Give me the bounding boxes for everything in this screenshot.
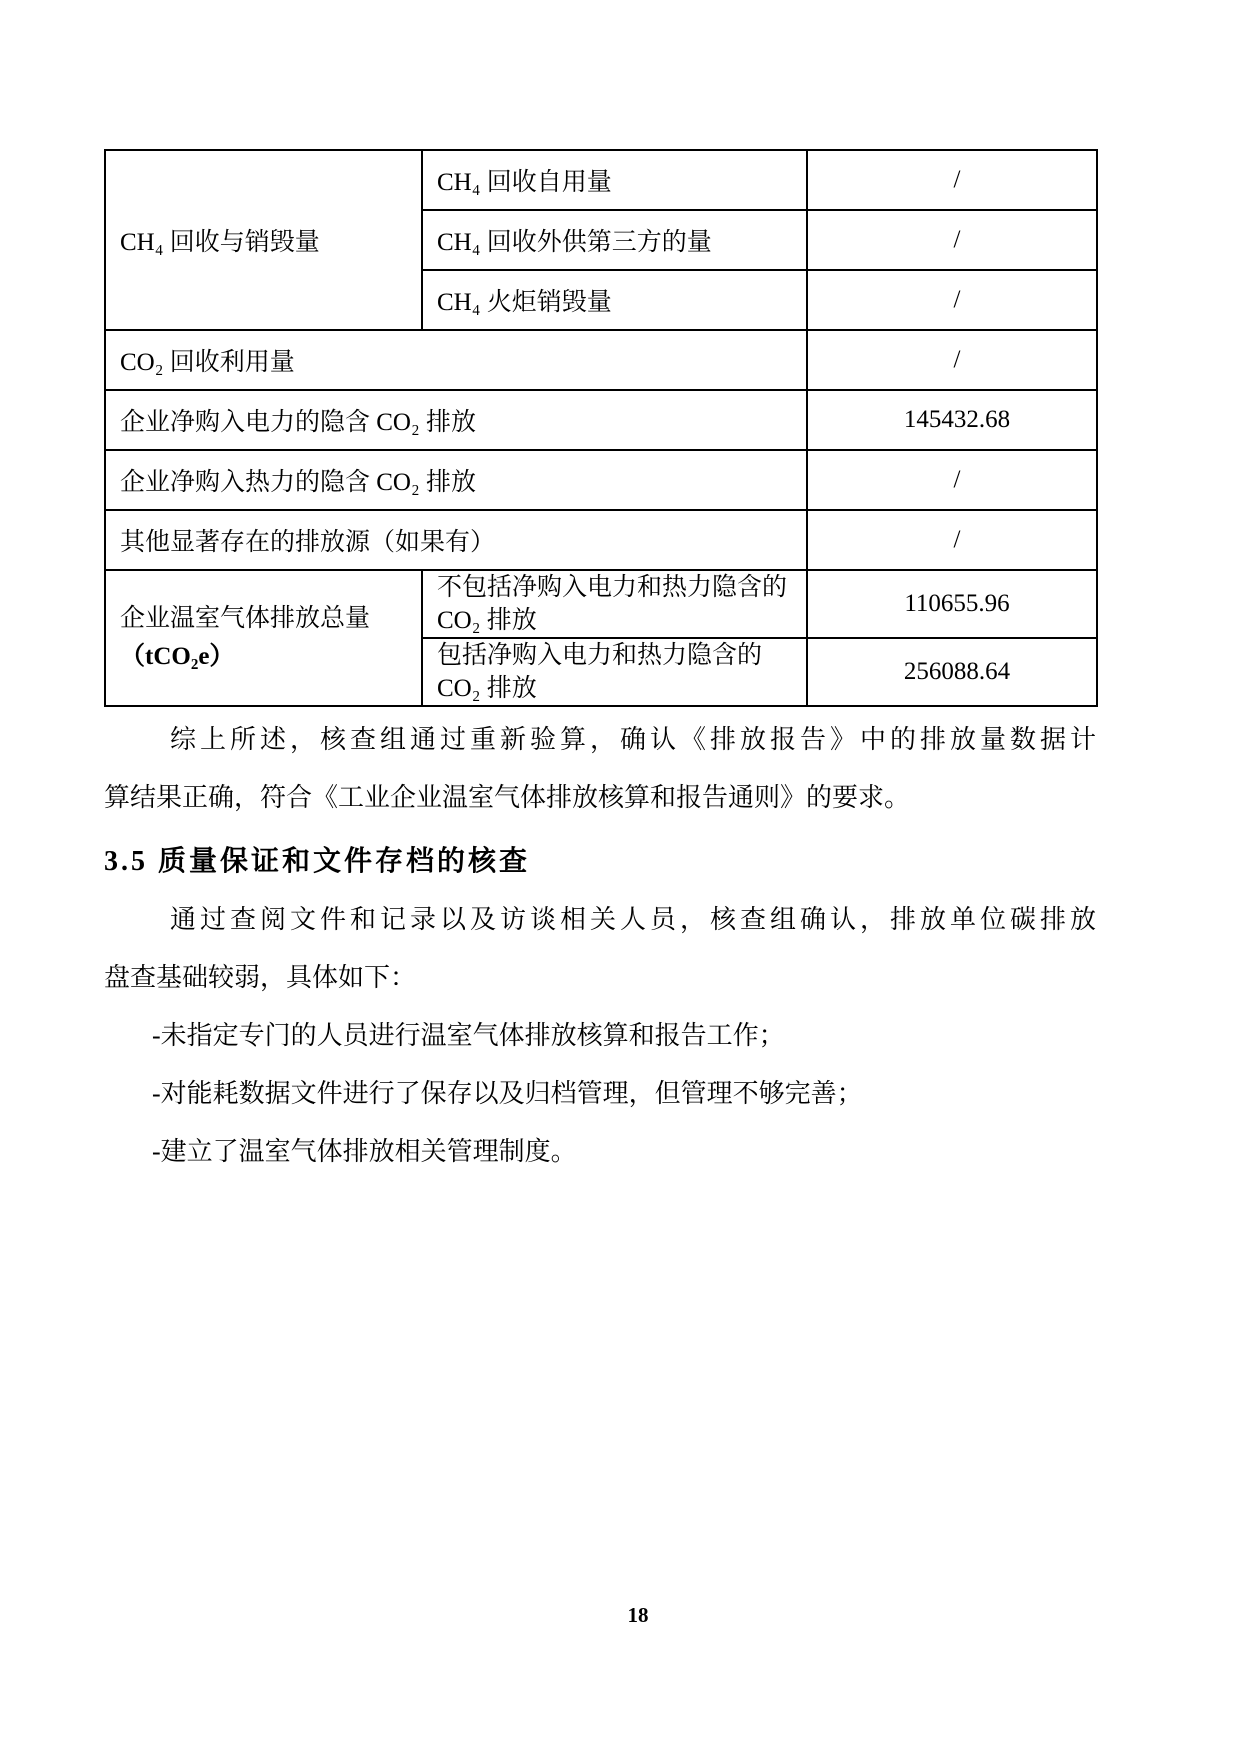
table-row <box>105 510 1097 570</box>
row-value: 256088.64 <box>807 638 1097 706</box>
row-label: CO₂ 回收利用量 <box>105 330 807 390</box>
row-label-line2: CO₂ 排放 <box>437 675 537 702</box>
table-row <box>105 150 1097 210</box>
row-label-line2: CO₂ 排放 <box>437 607 537 634</box>
row-value: / <box>807 330 1097 390</box>
row-value: / <box>807 450 1097 510</box>
paragraph-line: 通过查阅文件和记录以及访谈相关人员，核查组确认，排放单位碳排放 <box>170 905 1101 934</box>
paragraph-line: 算结果正确，符合《工业企业温室气体排放核算和报告通则》的要求。 <box>104 783 911 812</box>
table-row <box>105 390 1097 450</box>
row-label: CH₄ 回收外供第三方的量 <box>422 210 807 270</box>
row-label-line1: 不包括净购入电力和热力隐含的 <box>437 574 788 601</box>
findings-list <box>104 1007 1114 1181</box>
row-label: CH₄ 火炬销毁量 <box>422 270 807 330</box>
bullet-item: -未指定专门的人员进行温室气体排放核算和报告工作； <box>152 1021 785 1050</box>
row-group-label-ch4: CH₄ 回收与销毁量 <box>105 150 422 330</box>
row-label: 企业净购入电力的隐含 CO₂ 排放 <box>105 390 807 450</box>
section-heading: 3.5 质量保证和文件存档的核查 <box>104 846 531 877</box>
table-row <box>105 570 1097 638</box>
row-label: CH₄ 回收自用量 <box>422 150 807 210</box>
paragraph-line: 综上所述，核查组通过重新验算，确认《排放报告》中的排放量数据计 <box>170 725 1101 754</box>
row-value: / <box>807 150 1097 210</box>
row-value: 110655.96 <box>807 570 1097 638</box>
row-label <box>422 638 807 706</box>
row-label: 其他显著存在的排放源（如果有） <box>105 510 807 570</box>
bullet-item: -建立了温室气体排放相关管理制度。 <box>152 1137 577 1166</box>
total-label-line1: 企业温室气体排放总量 <box>120 605 371 632</box>
total-label-line2: （tCO₂e） <box>120 643 235 670</box>
summary-paragraph <box>104 711 1114 827</box>
bullet-item: -对能耗数据文件进行了保存以及归档管理，但管理不够完善； <box>152 1079 863 1108</box>
table-row <box>105 450 1097 510</box>
row-label: 企业净购入热力的隐含 CO₂ 排放 <box>105 450 807 510</box>
row-label-line1: 包括净购入电力和热力隐含的 <box>437 642 763 669</box>
page-content <box>104 149 1114 1181</box>
row-value: 145432.68 <box>807 390 1097 450</box>
page-number: 18 <box>627 1603 649 1627</box>
paragraph-line: 盘查基础较弱，具体如下： <box>104 963 417 992</box>
row-group-label-total <box>105 570 422 706</box>
row-value: / <box>807 210 1097 270</box>
row-value: / <box>807 270 1097 330</box>
row-value: / <box>807 510 1097 570</box>
qa-paragraph <box>104 891 1114 1007</box>
emissions-table <box>104 149 1098 707</box>
table-row <box>105 330 1097 390</box>
row-label <box>422 570 807 638</box>
